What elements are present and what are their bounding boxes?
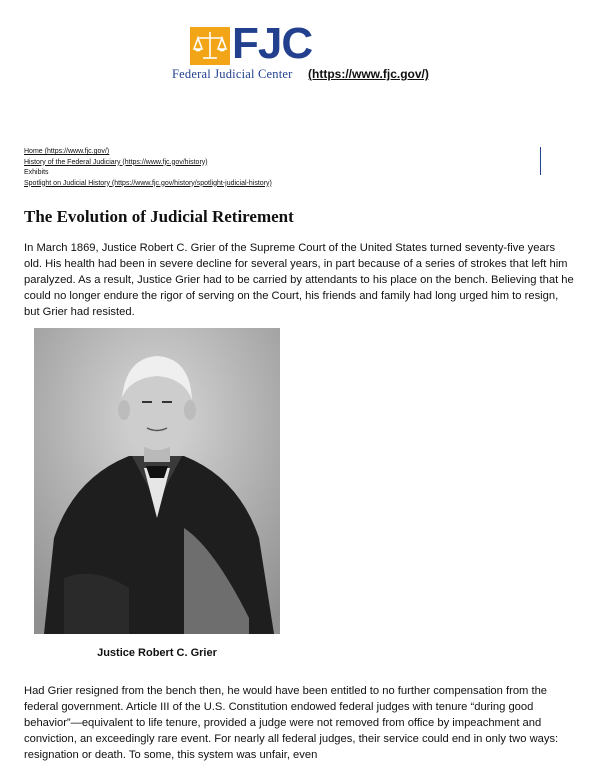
breadcrumb-history[interactable]: History of the Federal Judiciary (https://www.fjc.gov/history)	[24, 158, 208, 166]
home-url-link[interactable]: (https://www.fjc.gov/)	[308, 67, 429, 81]
photo-caption: Justice Robert C. Grier	[97, 647, 217, 659]
page-title: The Evolution of Judicial Retirement	[24, 207, 294, 226]
breadcrumb-home[interactable]: Home (https://www.fjc.gov/)	[24, 148, 110, 155]
scales-of-justice-icon	[190, 27, 230, 65]
justice-grier-photo	[34, 328, 280, 634]
logo-subtitle[interactable]: Federal Judicial Center	[172, 67, 293, 81]
site-header	[0, 0, 600, 90]
fjc-logo-text[interactable]: FJC	[232, 19, 313, 68]
breadcrumb-exhibits: Exhibits	[24, 169, 49, 176]
breadcrumb-spotlight[interactable]: Spotlight on Judicial History (https://www.fjc.gov/history/spotlight-judicial-history)	[24, 179, 272, 187]
article-paragraph-1: In March 1869, Justice Robert C. Grier of the Supreme Court of the United States turned seventy-five years old. His health had been in severe decline for several years, in part because of a series of strokes that left him paralyzed. As a result, Justice Grier had to be carried by attendants to his place on the bench. Believing that he could no longer endure the rigor of serving on the Court, his friends and family had long urged him to resign, but Grier had resisted.	[24, 242, 574, 318]
article-paragraph-2: Had Grier resigned from the bench then, he would have been entitled to no further compensation from the federal government. Article III of the U.S. Constitution endowed federal judges with tenure “during good behavior”—equivalent to life tenure, provided a judge were not removed from office by impeachment and conviction, an exceedingly rare event. For nearly all federal judges, their service could end in only two ways: resignation or death. To some, this system was unfair, even	[24, 685, 559, 761]
text-cursor-bar	[540, 147, 541, 175]
breadcrumb	[24, 147, 272, 189]
